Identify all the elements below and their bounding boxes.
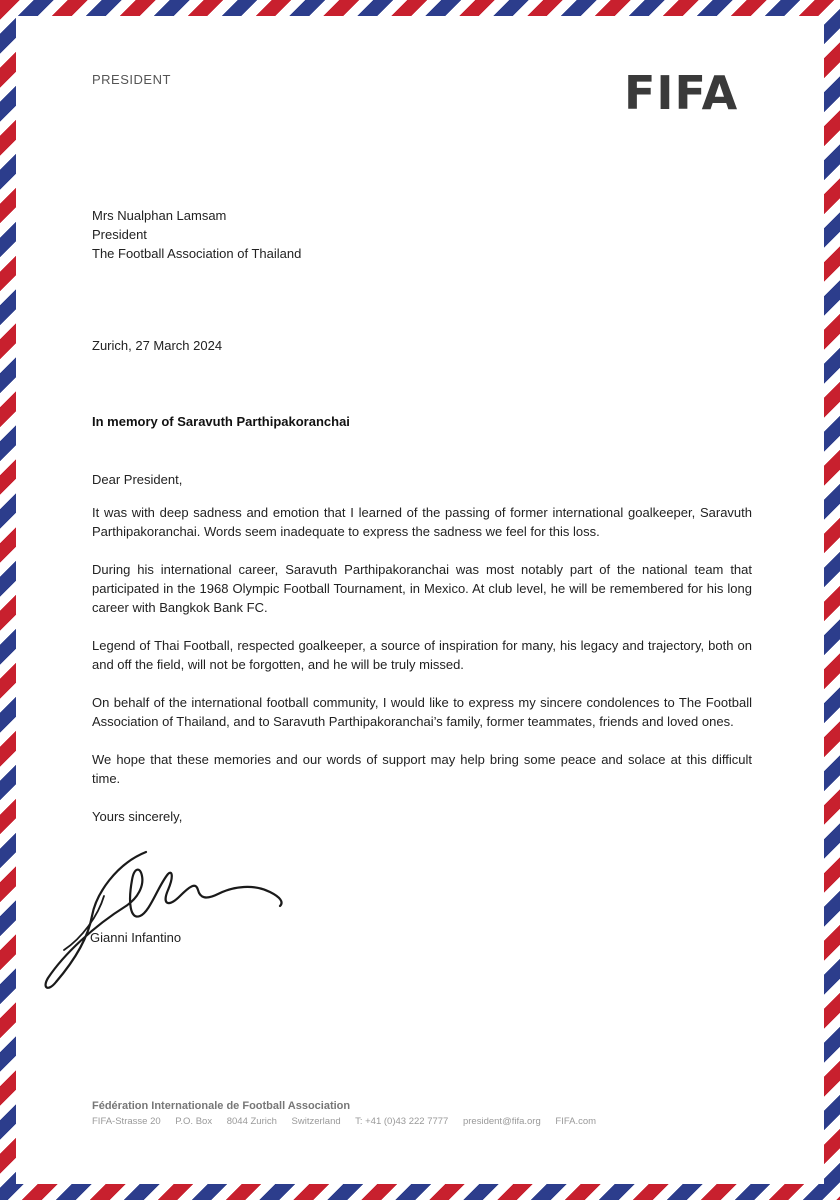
footer-address: [92, 1116, 608, 1127]
date-line: Zurich, 27 March 2024: [92, 338, 223, 353]
footer-po-box: P.O. Box: [175, 1116, 213, 1127]
salutation: Dear President,: [92, 472, 183, 487]
letter-body: [92, 470, 752, 845]
fifa-logo: FIFA: [624, 66, 739, 120]
recipient-name: Mrs Nualphan Lamsam: [92, 208, 227, 223]
body-paragraph: It was with deep sadness and emotion that I learned of the passing of former international goalkeeper, Saravuth Parthipakoranchai. Words seem inadequate to express the sadness we feel for this loss.: [92, 505, 752, 539]
letterhead-office: PRESIDENT: [92, 72, 171, 87]
footer-postal: 8044 Zurich: [226, 1116, 277, 1127]
subject-line: In memory of Saravuth Parthipakoranchai: [92, 414, 350, 429]
footer-email: president@fifa.org: [462, 1116, 541, 1127]
body-paragraph: During his international career, Saravuth Parthipakoranchai was most notably part of the national team that participated in the 1968 Olympic Football Tournament, in Mexico. At club level, he will be remembered for his long career with Bangkok Bank FC.: [92, 562, 752, 615]
footer-organization: Fédération Internationale de Football Association: [92, 1100, 351, 1112]
body-paragraph: We hope that these memories and our words of support may help bring some peace and solace at this difficult time.: [92, 752, 752, 786]
body-paragraph: Legend of Thai Football, respected goalkeeper, a source of inspiration for many, his legacy and trajectory, both on and off the field, will not be forgotten, and he will be truly missed.: [92, 638, 752, 672]
closing: Yours sincerely,: [92, 809, 183, 824]
signatory-name: Gianni Infantino: [90, 930, 182, 945]
recipient-block: [92, 206, 301, 263]
body-paragraph: On behalf of the international football community, I would like to express my sincere condolences to The Football Association of Thailand, and to Saravuth Parthipakoranchai’s family, former teammates, friends and loved ones.: [92, 695, 752, 729]
footer-country: Switzerland: [291, 1116, 341, 1127]
recipient-title: President: [92, 227, 147, 242]
handwritten-signature: [34, 846, 304, 996]
recipient-organization: The Football Association of Thailand: [92, 246, 302, 261]
footer-street: FIFA-Strasse 20: [92, 1116, 161, 1127]
footer-website: FIFA.com: [555, 1116, 597, 1127]
footer-phone: T: +41 (0)43 222 7777: [355, 1116, 449, 1127]
